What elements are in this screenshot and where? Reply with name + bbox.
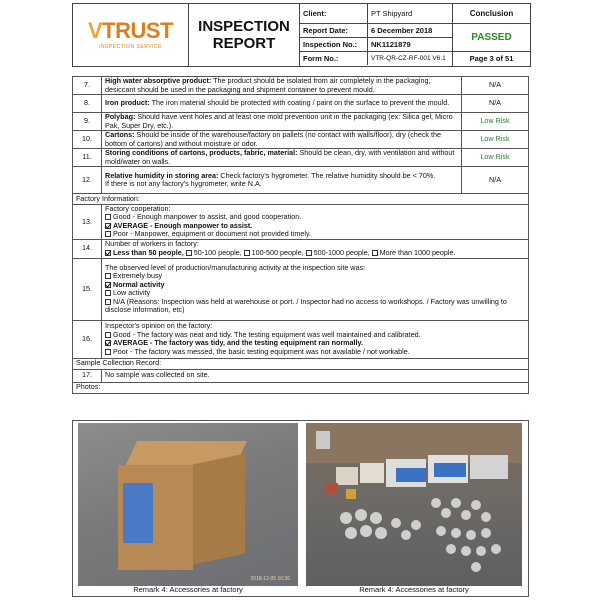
inspection-label: Inspection No.: bbox=[300, 38, 368, 52]
report-header bbox=[72, 3, 531, 67]
section-header: Sample Collection Record: bbox=[73, 358, 529, 369]
section-header: Factory Information: bbox=[73, 194, 529, 205]
checkbox[interactable] bbox=[306, 250, 312, 256]
report-meta bbox=[300, 4, 453, 66]
photo-caption: Remark 4: Accessories at factory bbox=[133, 585, 243, 594]
table-row: 10. Cartons: Should be inside of the warehouse/factory on pallets (no contact with walls/floor), dry (check the bottom of cartons) and without moisture or odor. Low Risk bbox=[73, 131, 529, 149]
table-row: 14. Number of workers in factory: Less than 50 people, 50-100 people, 100-500 people, 500-1000 people, More than 1000 people. bbox=[73, 239, 529, 258]
accessories-photo bbox=[306, 423, 522, 586]
accessories-illustration bbox=[306, 423, 522, 586]
checkbox[interactable] bbox=[244, 250, 250, 256]
carton-photo bbox=[78, 423, 298, 586]
checkbox[interactable] bbox=[105, 273, 111, 279]
photos-panel bbox=[72, 420, 529, 597]
section-header: Photos: bbox=[73, 382, 529, 393]
checklist-table bbox=[72, 76, 529, 394]
conclusion-box bbox=[453, 4, 530, 66]
checkbox-checked[interactable] bbox=[105, 282, 111, 288]
table-row: 15. The observed level of production/manufacturing activity at the inspection site was: Extremely busy Normal activity Low activity N/A (Reasons: Inspection was held at warehouse or port. / Inspector had no access to workshops. / Factory was unwilling to disclose information, etc) bbox=[73, 258, 529, 320]
report-title: INSPECTION REPORT bbox=[189, 4, 300, 66]
date-value: 6 December 2018 bbox=[368, 24, 452, 38]
checkbox-checked[interactable] bbox=[105, 250, 111, 256]
checkbox[interactable] bbox=[105, 349, 111, 355]
date-label: Report Date: bbox=[300, 24, 368, 38]
client-label: Client: bbox=[300, 4, 368, 24]
table-row: 7. High water absorptive product: The product should be isolated from air completely in the packaging, desiccant should be used in the packaging and shipment container to prevent mould. N/A bbox=[73, 77, 529, 95]
page-number: Page 3 of 51 bbox=[469, 54, 514, 63]
photo-timestamp: 2018-12-05 10:36 bbox=[250, 576, 290, 582]
conclusion-value: PASSED bbox=[453, 24, 530, 52]
table-row: 8. Iron product: The iron material should be protected with coating / paint on the surface to prevent the mould. N/A bbox=[73, 95, 529, 113]
table-row: 16. Inspector's opinion on the factory: Good - The factory was neat and tidy. The testing equipment was well maintained and calibrated. AVERAGE - The factory was tidy, and the testing equipment ran normally. Poor - The factory was messed, the basic testing equipment was not available / not workable. bbox=[73, 320, 529, 358]
photo-caption: Remark 4: Accessories at factory bbox=[359, 585, 469, 594]
client-value: PT Shipyard bbox=[368, 4, 452, 24]
table-row: 13. Factory cooperation: Good - Enough manpower to assist, and good cooperation. AVERAGE - Enough manpower to assist. Poor - Manpower, equipment or document not provided timely. bbox=[73, 205, 529, 240]
checkbox[interactable] bbox=[186, 250, 192, 256]
table-row: 9. Polybag: Should have vent holes and at least one mold prevention unit in the packaging (ex: Silica gel, Micro Pak, Super Dry, etc.). Low Risk bbox=[73, 113, 529, 131]
table-row: 12. Relative humidity in storing area: Check factory's hygrometer. The relative humidity should be < 70%. If there is not any factory's hygrometer, write N.A. N/A bbox=[73, 167, 529, 194]
form-label: Form No.: bbox=[300, 52, 368, 65]
checkbox[interactable] bbox=[372, 250, 378, 256]
form-value: VTR-QR-CZ-RF-001 V6.1 bbox=[371, 55, 446, 62]
checkbox[interactable] bbox=[105, 299, 111, 305]
inspection-value: NK1121879 bbox=[368, 38, 452, 52]
table-row: 11. Storing conditions of cartons, products, fabric, material: Should be clean, dry, with ventilation and without mold/water on walls. Low Risk bbox=[73, 149, 529, 167]
checkbox-checked[interactable] bbox=[105, 340, 111, 346]
table-row: 17. No sample was collected on site. bbox=[73, 369, 529, 382]
checkbox[interactable] bbox=[105, 290, 111, 296]
checkbox[interactable] bbox=[105, 332, 111, 338]
checkbox[interactable] bbox=[105, 214, 111, 220]
conclusion-label: Conclusion bbox=[453, 4, 530, 24]
company-logo: VTRUST INSPECTION SERVICE bbox=[73, 4, 189, 66]
checkbox[interactable] bbox=[105, 231, 111, 237]
checkbox-checked[interactable] bbox=[105, 223, 111, 229]
